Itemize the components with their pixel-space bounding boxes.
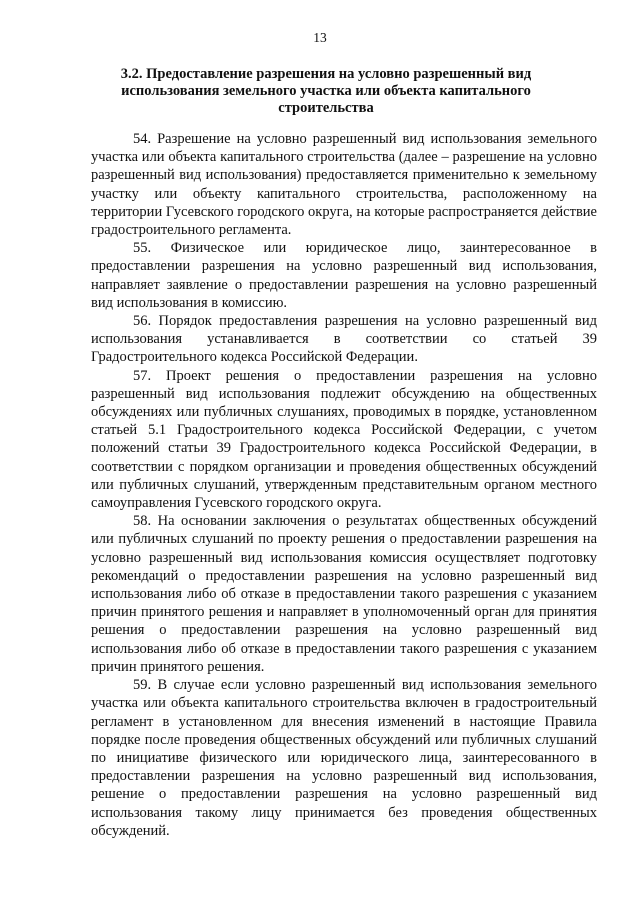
document-body <box>91 130 597 840</box>
paragraph-55: 55. Физическое или юридическое лицо, заинтересованное в предоставлении разрешения на условно разрешенный вид использования, направляет заявление о предоставлении разрешения на условно разрешенный вид использования в комиссию. <box>91 240 597 311</box>
paragraph-58: 58. На основании заключения о результатах общественных обсуждений или публичных слушаний по проекту решения о предоставлении разрешения на условно разрешенный вид использования комиссия осуществляет подготовку рекомендаций о предоставлении разрешения на условно разрешенный вид использования либо об отказе в предоставлении такого разрешения с указанием причин принятого решения и направляет в уполномоченный орган для принятия решения о предоставлении разрешения на условно разрешенный вид использования либо об отказе в предоставлении такого разрешения с указанием причин принятого решения. <box>91 513 597 675</box>
section-title: 3.2. Предоставление разрешения на условно разрешенный вид использования земельного участка или объекта капитального строительства <box>120 66 532 116</box>
paragraph-59: 59. В случае если условно разрешенный вид использования земельного участка или объекта капитального строительства включен в градостроительный регламент в установленном для внесения изменений в настоящие Правила порядке после проведения общественных обсуждений или публичных слушаний по инициативе физического или юридического лица, заинтересованного в предоставлении разрешения на условно разрешенный вид использования, решение о предоставлении разрешения на условно разрешенный вид использования такому лицу принимается без проведения общественных обсуждений. <box>91 677 597 839</box>
paragraph-56: 56. Порядок предоставления разрешения на условно разрешенный вид использования устанавливается в соответствии со статьей 39 Градостроительного кодекса Российской Федерации. <box>91 313 597 366</box>
page-number: 13 <box>313 30 327 45</box>
paragraph-54: 54. Разрешение на условно разрешенный вид использования земельного участка или объекта капитального строительства (далее – разрешение на условно разрешенный вид использования) предоставляется применительно к земельному участку или объекту капитального строительства, расположенному на территории Гусевского городского округа, на которые распространяется действие градостроительного регламента. <box>91 131 597 239</box>
paragraph-57: 57. Проект решения о предоставлении разрешения на условно разрешенный вид использования подлежит обсуждению на общественных обсуждениях или публичных слушаниях, проводимых в порядке, установленном статьей 5.1 Градостроительного кодекса Российской Федерации, с учетом положений статьи 39 Градостроительного кодекса Российской Федерации, в соответствии с порядком организации и проведения общественных обсуждений или публичных слушаний, утвержденным представительным органом местного самоуправления Гусевского городского округа. <box>91 367 597 512</box>
